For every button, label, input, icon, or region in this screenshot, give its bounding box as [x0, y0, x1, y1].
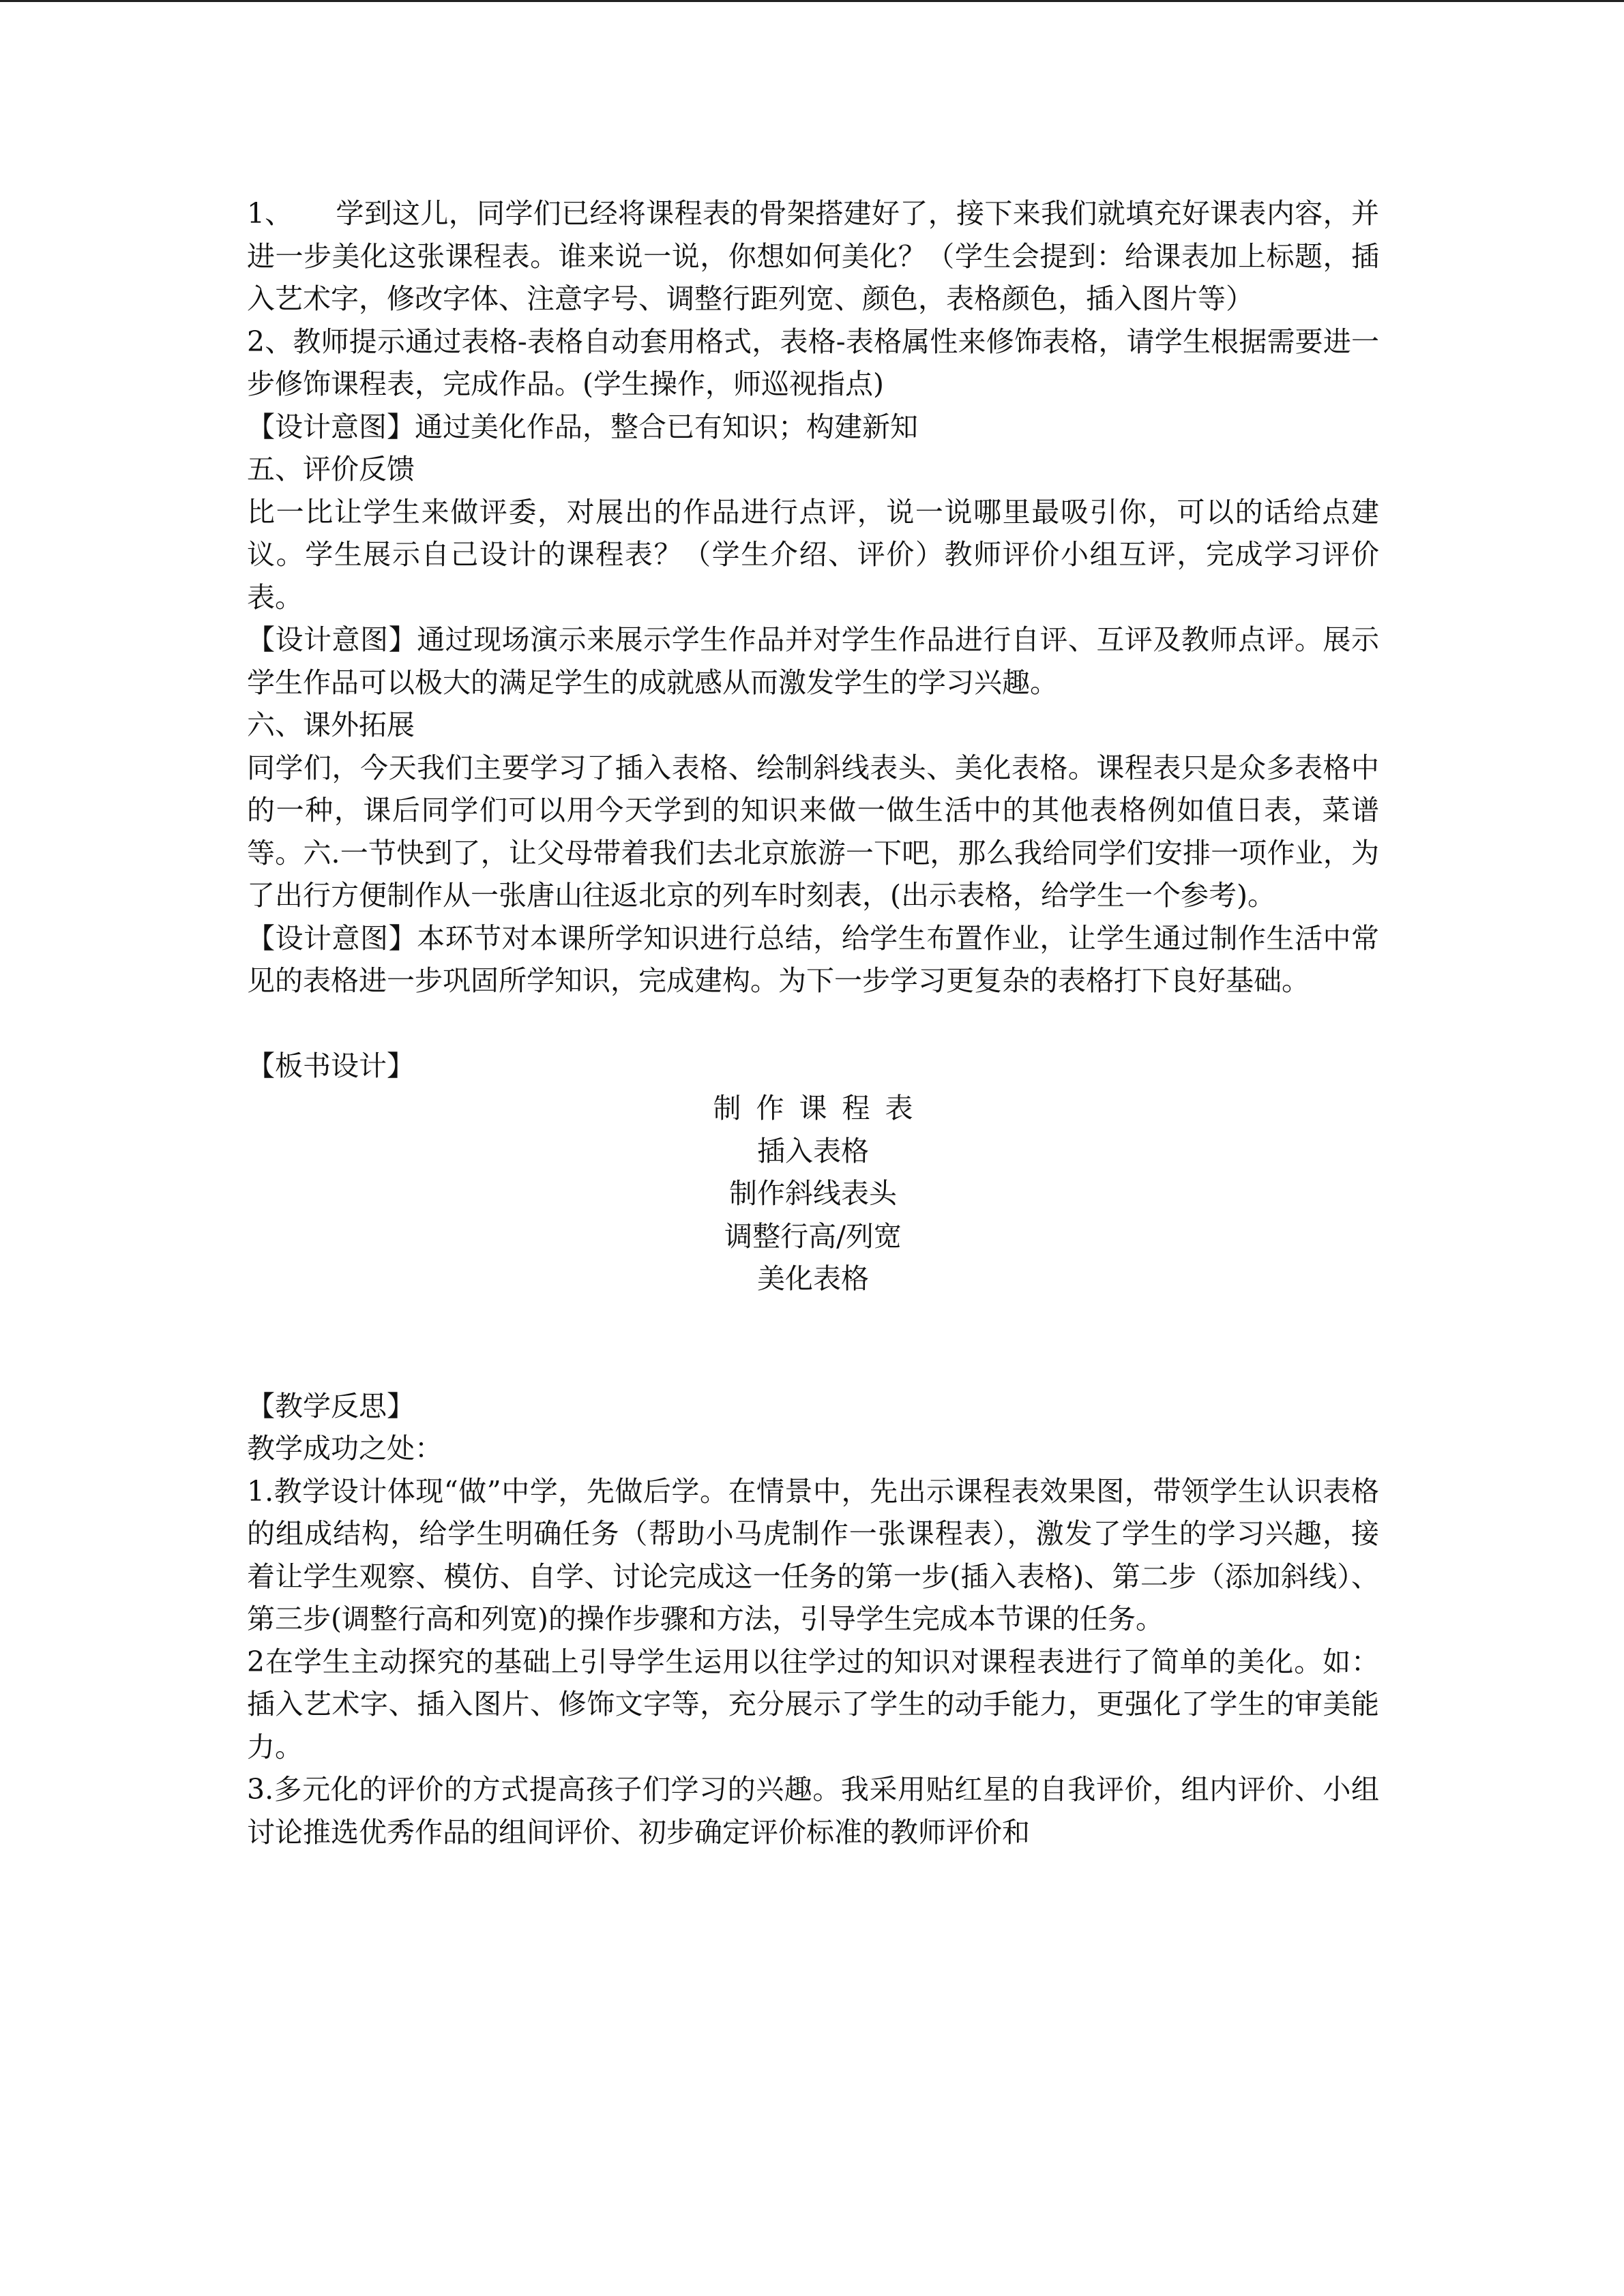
- paragraph-step-2: 2、教师提示通过表格-表格自动套用格式，表格-表格属性来修饰表格，请学生根据需要进一步修饰课程表，完成作品。(学生操作，师巡视指点): [247, 325, 1379, 400]
- document-body: [247, 192, 1379, 1853]
- paragraph-evaluation: 比一比让学生来做评委，对展出的作品进行点评，说一说哪里最吸引你，可以的话给点建议。学生展示自己设计的课程表？（学生介绍、评价）教师评价小组互评，完成学习评价表。: [247, 495, 1379, 614]
- reflection-heading: 【教学反思】: [247, 1389, 415, 1422]
- step-number: 1、: [247, 197, 293, 230]
- board-design: [247, 1087, 1379, 1300]
- board-design-heading: 【板书设计】: [247, 1049, 415, 1082]
- top-border-line: [0, 0, 1624, 2]
- section-heading-extension: 六、课外拓展: [247, 709, 415, 741]
- reflection-item-3: 3.多元化的评价的方式提高孩子们学习的兴趣。我采用贴红星的自我评价，组内评价、小组讨论推选优秀作品的组间评价、初步确定评价标准的教师评价和: [247, 1773, 1379, 1849]
- board-line: 插入表格: [757, 1134, 869, 1167]
- reflection-item-2: 2在学生主动探究的基础上引导学生运用以往学过的知识对课程表进行了简单的美化。如：插入艺术字、插入图片、修饰文字等，充分展示了学生的动手能力，更强化了学生的审美能力。: [247, 1645, 1379, 1763]
- spacer: [247, 1300, 1379, 1385]
- board-line: 制作斜线表头: [729, 1177, 897, 1210]
- reflection-subheading: 教学成功之处：: [247, 1432, 443, 1465]
- board-line: 调整行高/列宽: [724, 1219, 902, 1253]
- design-intent-1: 【设计意图】通过美化作品，整合已有知识；构建新知: [247, 410, 918, 443]
- section-heading-evaluation: 五、评价反馈: [247, 453, 415, 486]
- spacer: [247, 1002, 1379, 1045]
- design-intent-3: 【设计意图】本环节对本课所学知识进行总结，给学生布置作业，让学生通过制作生活中常见的表格进一步巩固所学知识，完成建构。为下一步学习更复杂的表格打下良好基础。: [247, 921, 1379, 997]
- paragraph-extension: 同学们，今天我们主要学习了插入表格、绘制斜线表头、美化表格。课程表只是众多表格中的一种，课后同学们可以用今天学到的知识来做一做生活中的其他表格例如值日表，菜谱等。六.一节快到了，让父母带着我们去北京旅游一下吧，那么我给同学们安排一项作业，为了出行方便制作从一张唐山往返北京的列车时刻表，(出示表格，给学生一个参考)。: [247, 751, 1379, 912]
- paragraph-step-1: [247, 192, 1379, 320]
- paragraph-text: 学到这儿，同学们已经将课程表的骨架搭建好了，接下来我们就填充好课表内容，并进一步美化这张课程表。谁来说一说，你想如何美化？（学生会提到：给课表加上标题，插入艺术字，修改字体、注意字号、调整行距列宽、颜色，表格颜色，插入图片等）: [247, 197, 1379, 315]
- board-line: 美化表格: [757, 1262, 869, 1295]
- board-title: 制作课程表: [713, 1092, 928, 1124]
- design-intent-2: 【设计意图】通过现场演示来展示学生作品并对学生作品进行自评、互评及教师点评。展示学生作品可以极大的满足学生的成就感从而激发学生的学习兴趣。: [247, 623, 1379, 699]
- reflection-item-1: 1.教学设计体现“做”中学，先做后学。在情景中，先出示课程表效果图，带领学生认识表格的组成结构，给学生明确任务（帮助小马虎制作一张课程表），激发了学生的学习兴趣，接着让学生观察、模仿、自学、讨论完成这一任务的第一步(插入表格)、第二步（添加斜线）、第三步(调整行高和列宽)的操作步骤和方法，引导学生完成本节课的任务。: [247, 1474, 1379, 1635]
